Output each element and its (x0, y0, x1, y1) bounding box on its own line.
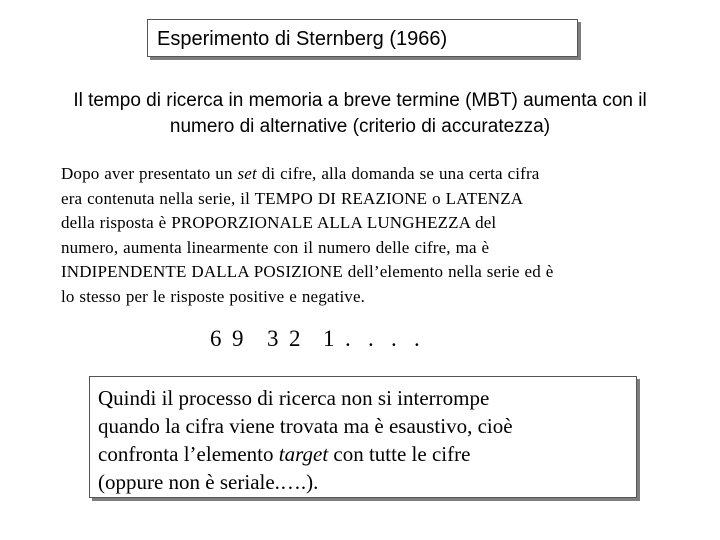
conclusion-line-3 (98, 440, 636, 468)
set-emphasis: set (237, 164, 257, 183)
conclusion-line-2: quando la cifra viene trovata ma è esaustivo, cioè (98, 414, 513, 438)
slide-title-box (147, 19, 578, 57)
subtitle-line-2: numero di alternative (criterio di accuratezza) (169, 116, 551, 137)
sequence-digit: 2 (289, 326, 301, 351)
body-line-1-end: di cifre, alla domanda se una certa cifra (256, 164, 540, 183)
body-paragraph (61, 162, 671, 310)
sequence-dot: . (391, 326, 397, 351)
body-line-5: INDIPENDENTE DALLA POSIZIONE dell’elemento nella serie ed è (61, 262, 554, 282)
subtitle-line-1: Il tempo di ricerca in memoria a breve termine (MBT) aumenta con il (73, 90, 647, 111)
conclusion-line-3-end: con tutte le cifre (328, 442, 471, 466)
sequence-digit: 3 (267, 326, 279, 351)
conclusion-box (89, 376, 637, 498)
body-line-4: numero, aumenta linearmente con il numero delle cifre, ma è (61, 237, 490, 257)
target-emphasis: target (278, 442, 329, 466)
body-line-1 (61, 162, 671, 187)
sequence-dot: . (345, 326, 351, 351)
sequence-digit: 9 (232, 326, 244, 351)
slide-subtitle (20, 88, 700, 140)
sequence-digit: 6 (210, 326, 222, 351)
conclusion-line-3-start: confronta l’elemento (98, 442, 279, 466)
body-line-6: lo stesso per le risposte positive e negative. (61, 286, 366, 306)
sequence-digit: 1 (323, 326, 335, 351)
body-line-1-start: Dopo aver presentato un (61, 164, 238, 183)
conclusion-line-4: (oppure non è seriale.….). (98, 470, 319, 494)
body-line-3: della risposta è PROPORZIONALE ALLA LUNGHEZZA del (61, 213, 497, 233)
conclusion-line-1: Quindi il processo di ricerca non si interrompe (98, 386, 490, 410)
digit-sequence (210, 324, 426, 354)
sequence-dot: . (368, 326, 374, 351)
sequence-dot: . (414, 326, 420, 351)
slide-title: Esperimento di Sternberg (1966) (157, 28, 448, 50)
body-line-2: era contenuta nella serie, il TEMPO DI REAZIONE o LATENZA (61, 188, 524, 208)
